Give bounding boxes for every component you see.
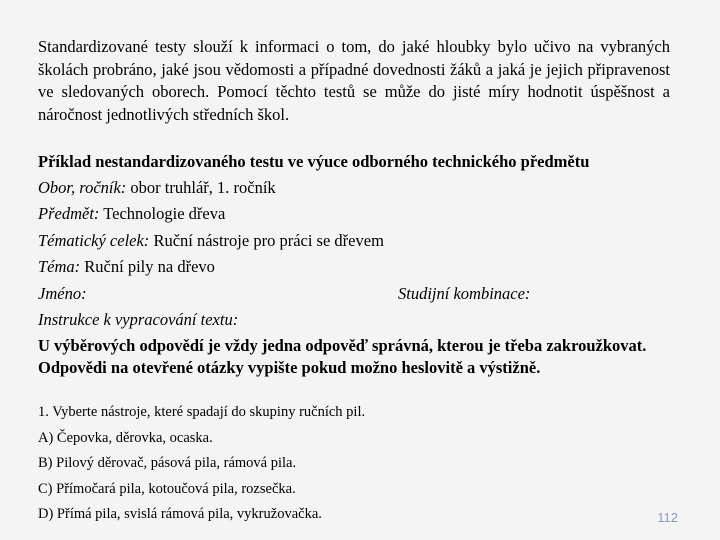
obor-value: obor truhlář, 1. ročník	[126, 178, 276, 197]
answer-option: C) Přímočará pila, kotoučová pila, rozsečka.	[38, 480, 296, 497]
celek-value: Ruční nástroje pro práci se dřevem	[149, 231, 384, 250]
field-predmet	[38, 204, 225, 224]
instrukce-label: Instrukce k vypracování textu:	[38, 310, 239, 329]
field-obor	[38, 178, 276, 198]
instruction-line: U výběrových odpovědí je vždy jedna odpověď správná, kterou je třeba zakroužkovat.	[38, 336, 647, 355]
intro-paragraph: Standardizované testy slouží k informaci o tom, do jaké hloubky bylo učivo na vybraných školách probráno, jaké jsou vědomosti a případné dovednosti žáků a jaká je jejich připravenost ve sledovaných oborech. Pomocí těchto testů se může do jisté míry hodnotit úspěšnost a náročnost jednotlivých středních škol.	[38, 37, 670, 124]
field-celek	[38, 231, 384, 251]
answer-option: B) Pilový děrovač, pásová pila, rámová pila.	[38, 455, 297, 471]
jmeno-label: Jméno:	[38, 284, 87, 303]
answer-option: A) Čepovka, děrovka, ocaska.	[38, 429, 213, 446]
answer-option: D) Přímá pila, svislá rámová pila, vykružovačka.	[38, 506, 322, 522]
predmet-value: Technologie dřeva	[99, 204, 226, 223]
predmet-label: Předmět:	[38, 204, 100, 223]
question-text: 1. Vyberte nástroje, které spadají do skupiny ručních pil.	[38, 404, 366, 420]
tema-label: Téma:	[38, 257, 81, 276]
obor-label: Obor, ročník:	[38, 178, 127, 197]
page-number: 112	[657, 510, 678, 525]
tema-value: Ruční pily na dřevo	[80, 257, 215, 276]
celek-label: Tématický celek:	[38, 231, 150, 250]
instruction-line: Odpovědi na otevřené otázky vypište pokud možno heslovitě a výstižně.	[38, 358, 541, 377]
example-heading: Příklad nestandardizovaného testu ve výuce odborného technického předmětu	[38, 152, 590, 171]
question-block	[38, 404, 365, 532]
kombinace-label: Studijní kombinace:	[398, 284, 531, 303]
field-tema	[38, 257, 215, 277]
